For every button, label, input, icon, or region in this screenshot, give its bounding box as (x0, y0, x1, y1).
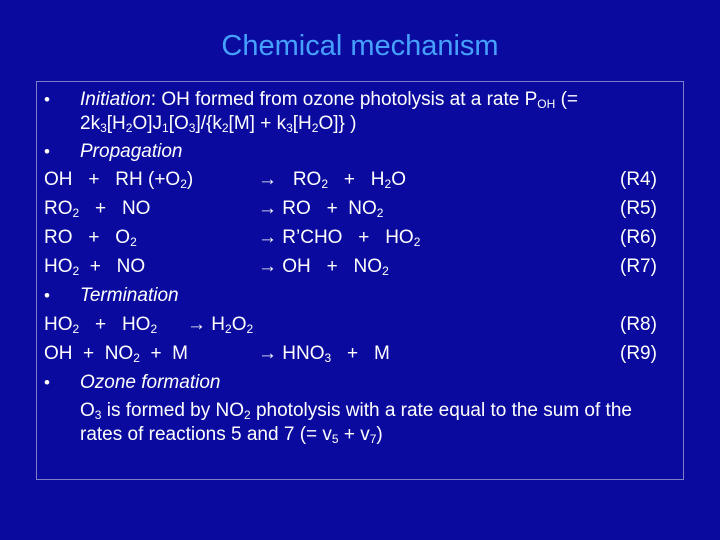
subscript: 2 (384, 177, 392, 191)
reaction-r4-label: (R4) (620, 169, 657, 190)
arrow: → (258, 169, 277, 190)
bullet: • (44, 142, 50, 161)
reaction-r8-label: (R8) (620, 314, 657, 335)
reaction-r4-lhs (44, 169, 193, 191)
initiation-line-2 (80, 113, 356, 135)
initiation-line-1 (80, 89, 578, 111)
reaction-r7-rhs (277, 256, 389, 278)
reaction-r6-lhs (44, 227, 137, 249)
text-segment: HO (44, 256, 73, 277)
text-segment: OH + NO (277, 256, 383, 277)
reaction-r5-lhs (44, 198, 150, 220)
arrow: → (258, 227, 277, 248)
text-segment: O (80, 400, 95, 421)
text-segment: O]} ) (318, 113, 357, 134)
reaction-r9-label: (R9) (620, 343, 657, 364)
text-segment: 2k (80, 113, 101, 134)
initiation-text: : OH formed from ozone photolysis at a rate P (150, 89, 538, 110)
reaction-r9-rhs (277, 343, 390, 365)
subscript: 2 (72, 206, 80, 220)
slide-title: Chemical mechanism (221, 30, 499, 62)
subscript: 2 (180, 177, 187, 191)
subscript: 2 (413, 235, 421, 249)
initiation-sub: OH (537, 97, 556, 111)
text-segment: RO + O (44, 227, 131, 248)
text-segment: [M] + k (228, 113, 287, 134)
reaction-r6-label: (R6) (620, 227, 657, 248)
bullet: • (44, 373, 50, 392)
arrow: → (258, 256, 277, 277)
reaction-r5-label: (R5) (620, 198, 657, 219)
text-segment: + M (139, 343, 188, 364)
text-segment: + NO (79, 256, 146, 277)
subscript: 2 (244, 408, 251, 422)
text-segment: [O (168, 113, 189, 134)
ozone-line-1 (80, 400, 632, 422)
text-segment: [H (292, 113, 312, 134)
arrow: → (258, 198, 277, 219)
subscript: 2 (130, 235, 137, 249)
text-segment: O (231, 314, 247, 335)
termination-heading: Termination (80, 285, 179, 306)
subscript: 2 (133, 351, 140, 365)
text-segment: RO (277, 169, 322, 190)
reaction-r6-rhs (277, 227, 420, 249)
arrow: → (187, 314, 206, 335)
text-segment: [H (106, 113, 126, 134)
subscript: 2 (72, 264, 80, 278)
text-segment: RO (44, 198, 73, 219)
initiation-heading: Initiation (80, 89, 151, 110)
text-segment: HO (44, 314, 73, 335)
text-segment: HNO (277, 343, 325, 364)
subscript: 2 (72, 322, 80, 336)
subscript: 3 (94, 408, 102, 422)
text-segment: rates of reactions 5 and 7 (= v (80, 424, 332, 445)
subscript: 2 (311, 121, 319, 135)
subscript: 2 (246, 322, 254, 336)
arrow: → (258, 343, 277, 364)
text-segment: is formed by NO (101, 400, 245, 421)
text-segment: ) (186, 169, 194, 190)
subscript: 3 (286, 121, 293, 135)
subscript: 5 (331, 432, 339, 446)
text-segment: ) (376, 424, 383, 445)
propagation-heading: Propagation (80, 141, 183, 162)
text-segment: + M (331, 343, 390, 364)
reaction-r8-lhs (44, 314, 157, 336)
text-segment: R’CHO + HO (277, 227, 414, 248)
bullet: • (44, 90, 50, 109)
reaction-r4-rhs (277, 169, 406, 191)
reaction-r8-rhs (206, 314, 253, 336)
subscript: 3 (100, 121, 107, 135)
text-segment: + v (338, 424, 370, 445)
subscript: 2 (125, 121, 133, 135)
subscript: 2 (321, 177, 329, 191)
text-segment: H (206, 314, 225, 335)
subscript: 7 (369, 432, 377, 446)
text-segment: RO + NO (277, 198, 377, 219)
subscript: 3 (324, 351, 332, 365)
text-segment: O (391, 169, 406, 190)
text-segment: OH + NO (44, 343, 134, 364)
reaction-r7-lhs (44, 256, 145, 278)
reaction-r5-rhs (277, 198, 383, 220)
text-segment: OH + RH (+O (44, 169, 181, 190)
reaction-r9-lhs (44, 343, 188, 365)
reaction-r7-label: (R7) (620, 256, 657, 277)
text-segment: + HO (79, 314, 151, 335)
subscript: 3 (188, 121, 196, 135)
subscript: 2 (225, 322, 232, 336)
ozone-heading: Ozone formation (80, 372, 221, 393)
text-segment: + H (328, 169, 385, 190)
subscript: 2 (221, 121, 229, 135)
text-segment: + NO (79, 198, 151, 219)
text-segment: photolysis with a rate equal to the sum of the (250, 400, 632, 421)
subscript: 2 (376, 206, 384, 220)
text-segment: ]/{k (195, 113, 222, 134)
subscript: 2 (382, 264, 389, 278)
text-segment: O]J (132, 113, 163, 134)
ozone-line-2 (80, 424, 383, 446)
subscript: 2 (150, 322, 158, 336)
subscript: 1 (162, 121, 169, 135)
bullet: • (44, 286, 50, 305)
initiation-text-end: (= (555, 89, 578, 110)
